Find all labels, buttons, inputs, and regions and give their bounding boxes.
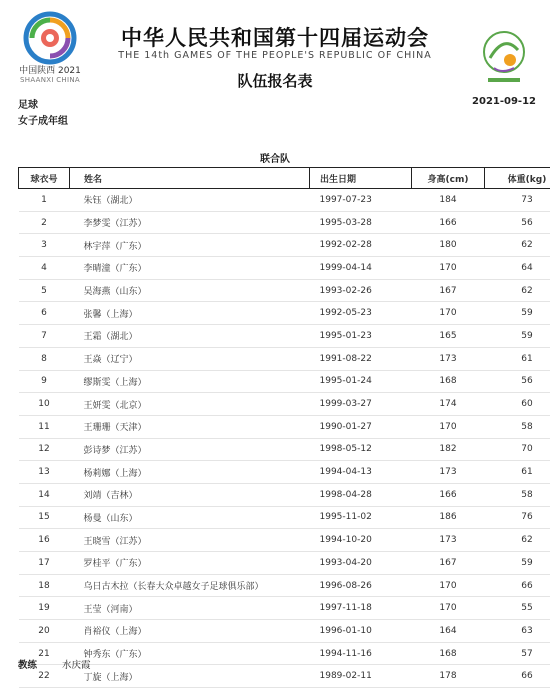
cell-name: 王妍雯（北京） — [70, 393, 310, 416]
cell-height: 166 — [412, 211, 485, 234]
cell-name: 林宇萍（广东） — [70, 234, 310, 257]
cell-name: 张馨（上海） — [70, 302, 310, 325]
header-birthdate: 出生日期 — [310, 168, 412, 189]
cell-birthdate: 1997-11-18 — [310, 597, 412, 620]
cell-number: 21 — [19, 642, 70, 665]
cell-number: 5 — [19, 279, 70, 302]
cell-name: 王莹（河南） — [70, 597, 310, 620]
cell-birthdate: 1995-01-23 — [310, 325, 412, 348]
form-date: 2021-09-12 — [472, 96, 536, 107]
emblem-caption-en: SHAANXI CHINA — [18, 76, 82, 84]
cell-name: 王晓雪（江苏） — [70, 529, 310, 552]
roster-table — [18, 167, 550, 688]
cell-birthdate: 1993-02-26 — [310, 279, 412, 302]
cell-weight: 62 — [485, 234, 550, 257]
table-row — [19, 415, 550, 438]
cell-name: 王焱（辽宁） — [70, 347, 310, 370]
team-name: 联合队 — [0, 150, 550, 165]
cell-number: 16 — [19, 529, 70, 552]
cell-number: 2 — [19, 211, 70, 234]
page-header — [0, 0, 550, 112]
cell-name: 李梦雯（江苏） — [70, 211, 310, 234]
coach-line — [18, 657, 91, 671]
cell-weight: 59 — [485, 302, 550, 325]
cell-number: 20 — [19, 620, 70, 643]
table-row — [19, 506, 550, 529]
cell-number: 9 — [19, 370, 70, 393]
cell-weight: 58 — [485, 483, 550, 506]
cell-height: 166 — [412, 483, 485, 506]
cell-weight: 62 — [485, 529, 550, 552]
cell-weight: 76 — [485, 506, 550, 529]
cell-birthdate: 1997-07-23 — [310, 189, 412, 212]
cell-birthdate: 1999-04-14 — [310, 257, 412, 280]
cell-birthdate: 1992-02-28 — [310, 234, 412, 257]
cell-name: 钟秀东（广东） — [70, 642, 310, 665]
table-row — [19, 461, 550, 484]
cell-name: 乌日古木拉（长春大众卓越女子足球俱乐部） — [70, 574, 310, 597]
cell-weight: 66 — [485, 574, 550, 597]
cell-weight: 63 — [485, 620, 550, 643]
cell-height: 170 — [412, 257, 485, 280]
cell-weight: 61 — [485, 461, 550, 484]
cell-weight: 56 — [485, 370, 550, 393]
cell-birthdate: 1996-01-10 — [310, 620, 412, 643]
cell-weight: 55 — [485, 597, 550, 620]
header-weight: 体重(kg) — [485, 168, 550, 189]
cell-number: 10 — [19, 393, 70, 416]
cell-name: 杨曼（山东） — [70, 506, 310, 529]
cell-height: 174 — [412, 393, 485, 416]
cell-birthdate: 1998-04-28 — [310, 483, 412, 506]
table-row — [19, 347, 550, 370]
group-label: 女子成年组 — [18, 112, 68, 127]
header-height: 身高(cm) — [412, 168, 485, 189]
cell-name: 彭诗梦（江苏） — [70, 438, 310, 461]
cell-number: 3 — [19, 234, 70, 257]
cell-birthdate: 1994-11-16 — [310, 642, 412, 665]
cell-weight: 59 — [485, 325, 550, 348]
cell-number: 17 — [19, 552, 70, 575]
cell-number: 11 — [19, 415, 70, 438]
cell-birthdate: 1992-05-23 — [310, 302, 412, 325]
table-row — [19, 279, 550, 302]
cell-birthdate: 1995-11-02 — [310, 506, 412, 529]
table-row — [19, 597, 550, 620]
cell-number: 19 — [19, 597, 70, 620]
cell-weight: 62 — [485, 279, 550, 302]
table-row — [19, 620, 550, 643]
cell-number: 6 — [19, 302, 70, 325]
cell-height: 173 — [412, 529, 485, 552]
cell-number: 8 — [19, 347, 70, 370]
cell-weight: 58 — [485, 415, 550, 438]
cell-height: 170 — [412, 415, 485, 438]
cell-number: 18 — [19, 574, 70, 597]
cell-height: 167 — [412, 552, 485, 575]
cell-name: 朱钰（湖北） — [70, 189, 310, 212]
cell-name: 刘靖（吉林） — [70, 483, 310, 506]
cell-height: 164 — [412, 620, 485, 643]
football-event-icon — [480, 28, 528, 88]
cell-height: 182 — [412, 438, 485, 461]
coach-name: 水庆霞 — [62, 660, 91, 671]
cell-birthdate: 1998-05-12 — [310, 438, 412, 461]
cell-height: 184 — [412, 189, 485, 212]
cell-name: 王霜（湖北） — [70, 325, 310, 348]
table-row — [19, 234, 550, 257]
cell-birthdate: 1989-02-11 — [310, 665, 412, 688]
table-row — [19, 438, 550, 461]
cell-birthdate: 1994-04-13 — [310, 461, 412, 484]
table-row — [19, 325, 550, 348]
cell-height: 173 — [412, 347, 485, 370]
table-row — [19, 552, 550, 575]
table-row — [19, 393, 550, 416]
sport-label: 足球 — [18, 96, 38, 111]
cell-name: 罗桂平（广东） — [70, 552, 310, 575]
cell-number: 1 — [19, 189, 70, 212]
cell-height: 168 — [412, 370, 485, 393]
header-name: 姓名 — [70, 168, 310, 189]
header-number: 球衣号 — [19, 168, 70, 189]
table-row — [19, 642, 550, 665]
cell-height: 186 — [412, 506, 485, 529]
page-title: 中华人民共和国第十四届运动会 — [90, 22, 460, 52]
cell-birthdate: 1995-03-28 — [310, 211, 412, 234]
cell-number: 7 — [19, 325, 70, 348]
cell-name: 王珊珊（天津） — [70, 415, 310, 438]
cell-name: 丁旋（上海） — [70, 665, 310, 688]
cell-number: 4 — [19, 257, 70, 280]
cell-birthdate: 1999-03-27 — [310, 393, 412, 416]
page-title-en: THE 14th GAMES OF THE PEOPLE'S REPUBLIC OF CHINA — [60, 50, 490, 61]
cell-name: 吴海燕（山东） — [70, 279, 310, 302]
cell-birthdate: 1996-08-26 — [310, 574, 412, 597]
cell-birthdate: 1993-04-20 — [310, 552, 412, 575]
cell-weight: 70 — [485, 438, 550, 461]
cell-height: 170 — [412, 574, 485, 597]
cell-weight: 57 — [485, 642, 550, 665]
cell-name: 杨莉娜（上海） — [70, 461, 310, 484]
cell-weight: 64 — [485, 257, 550, 280]
cell-height: 165 — [412, 325, 485, 348]
cell-weight: 56 — [485, 211, 550, 234]
cell-name: 肖裕仪（上海） — [70, 620, 310, 643]
roster-body — [19, 189, 550, 688]
table-row — [19, 189, 550, 212]
cell-height: 168 — [412, 642, 485, 665]
cell-height: 167 — [412, 279, 485, 302]
cell-name: 李晴潼（广东） — [70, 257, 310, 280]
cell-number: 15 — [19, 506, 70, 529]
table-row — [19, 257, 550, 280]
table-row — [19, 665, 550, 688]
table-header-row — [19, 168, 550, 189]
cell-weight: 66 — [485, 665, 550, 688]
event-logo — [480, 28, 528, 88]
cell-height: 170 — [412, 302, 485, 325]
table-row — [19, 211, 550, 234]
cell-height: 180 — [412, 234, 485, 257]
cell-weight: 59 — [485, 552, 550, 575]
table-row — [19, 370, 550, 393]
cell-number: 22 — [19, 665, 70, 688]
cell-birthdate: 1991-08-22 — [310, 347, 412, 370]
cell-weight: 60 — [485, 393, 550, 416]
cell-name: 缪斯雯（上海） — [70, 370, 310, 393]
table-row — [19, 574, 550, 597]
cell-birthdate: 1995-01-24 — [310, 370, 412, 393]
cell-weight: 73 — [485, 189, 550, 212]
table-row — [19, 483, 550, 506]
cell-number: 12 — [19, 438, 70, 461]
table-row — [19, 302, 550, 325]
table-row — [19, 529, 550, 552]
coach-label: 教练 — [18, 660, 37, 671]
cell-weight: 61 — [485, 347, 550, 370]
cell-birthdate: 1994-10-20 — [310, 529, 412, 552]
form-title: 队伍报名表 — [0, 70, 550, 91]
cell-height: 178 — [412, 665, 485, 688]
cell-height: 173 — [412, 461, 485, 484]
emblem-caption: 中国陕西 2021 — [18, 66, 82, 76]
cell-number: 13 — [19, 461, 70, 484]
cell-height: 170 — [412, 597, 485, 620]
cell-birthdate: 1990-01-27 — [310, 415, 412, 438]
cell-number: 14 — [19, 483, 70, 506]
